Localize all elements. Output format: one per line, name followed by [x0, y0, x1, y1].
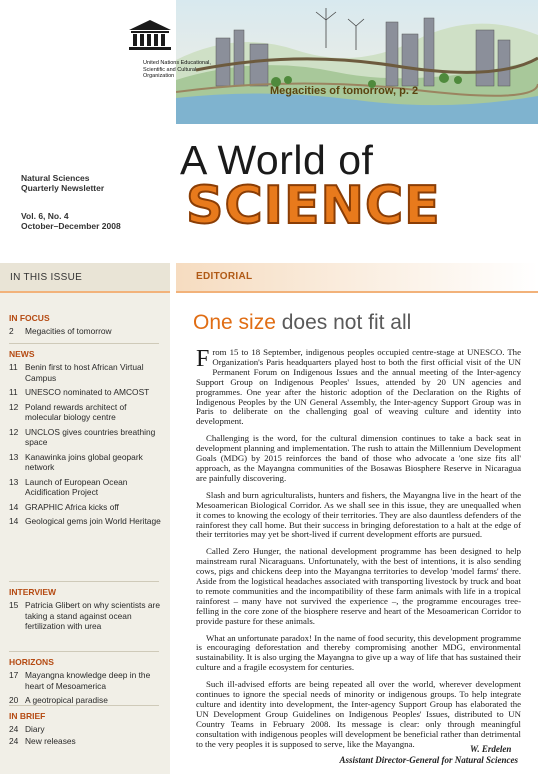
cover-caption[interactable]: Megacities of tomorrow, p. 2	[270, 85, 419, 97]
editorial-heading: EDITORIAL	[196, 271, 253, 282]
toc-page: 11	[9, 387, 18, 397]
toc-page: 12	[9, 426, 19, 437]
toc-horizons	[9, 657, 164, 710]
toc-section-heading: IN BRIEF	[9, 711, 46, 721]
toc-divider	[9, 651, 159, 652]
toc-page: 2	[9, 326, 14, 336]
unesco-logo	[125, 18, 175, 52]
toc-item[interactable]	[9, 326, 164, 337]
editorial-paragraph: Called Zero Hunger, the national development programme has been designed to help mainstream rural Nicaraguans. Unfortunately, with the best of intentions, it is also sending cows, pigs and chickens deep into the Mayangna territories to develop 'model farms' there. Aside from the logistical headaches associated with transporting livestock by truck and boat to remote communities and the incompatibility of these farm animals with life in a tropical rainforest – many have not survived the experience –, the programme encourages tree-felling in the core zone of the biosphere reserve and heart of the Mesoamerican Corridor to provide pasture for these animals.	[196, 546, 521, 626]
editorial-paragraph: Challenging is the word, for the cultural dimension continues to take a back seat in development planning and implementation. The rush to attain the Millennium Development Goals (MDG) by 2015 reinforces the band of those who advocate a 'one size fits all' approach, as the Mayangna communities of the Bosawas Biosphere Reserve in Nicaragua are painfully discovering.	[196, 433, 521, 483]
headline-emphasis: One size	[193, 311, 276, 334]
toc-page: 15	[9, 600, 19, 610]
toc-item[interactable]	[9, 387, 164, 398]
toc-title: Poland rewards architect of molecular biology centre	[25, 401, 127, 422]
drop-cap: F	[196, 346, 210, 372]
signature-role: Assistant Director-General for Natural Sciences	[339, 755, 518, 765]
toc-title: UNCLOS gives countries breathing space	[25, 426, 156, 447]
unesco-org-name: United Nations Educational, Scientific and Cultural Organization	[143, 60, 211, 79]
toc-item[interactable]	[9, 502, 164, 513]
toc-item[interactable]	[9, 477, 164, 498]
toc-section-heading: HORIZONS	[9, 657, 54, 667]
toc-item[interactable]	[9, 516, 164, 527]
signature-name: W. Erdelen	[470, 744, 512, 754]
toc-page: 13	[9, 451, 19, 462]
editorial-paragraph: Such ill-advised efforts are being repeated all over the world, wherever development continues to ignore the special needs of minority or indigenous groups. To help integrate culture and identity into development, the Inter-agency Support Group has elaborated the UN Development Group Guidelines on Indigenous Peoples' Issues, distributed to UN Country Teams in February 2008. Its message is clear: only through meaningful consultation with indigenous peoples will development be beneficial rather than detrimental to the very peoples it is supposed to serve, like the Mayangna.	[196, 679, 521, 749]
toc-title: Benin first to host African Virtual Campus	[25, 362, 144, 383]
toc-divider	[9, 343, 159, 344]
toc-page: 24	[9, 735, 19, 746]
editorial-headline	[193, 311, 411, 335]
editorial-body	[196, 348, 521, 757]
toc-in-brief	[9, 711, 164, 750]
toc-item[interactable]	[9, 600, 164, 632]
in-this-issue-heading: IN THIS ISSUE	[10, 272, 83, 283]
editorial-paragraph: From 15 to 18 September, indigenous peoples occupied centre-stage at UNESCO. The Organization's Paris headquarters played host to both the first official visit of the UN Permanent Forum on Indigenous Issues and the annual meeting of the Inter-agency Support Group on Indigenous Peoples' Issues, attended by 20 UN agencies and programmes. One year after the historic adoption of the Declaration on the Rights of Indigenous Peoples by the UN General Assembly, the Inter-agency Support Group was in Paris to deliberate on the challenging goal of weaving culture and identity into development.	[196, 346, 521, 427]
toc-page: 14	[9, 516, 19, 526]
toc-section-heading: IN FOCUS	[9, 313, 50, 323]
toc-item[interactable]	[9, 695, 164, 706]
headline-rest: does not fit all	[281, 311, 412, 334]
toc-item[interactable]	[9, 402, 164, 423]
toc-news	[9, 349, 164, 531]
toc-title: Launch of European Ocean Acidification Project	[25, 476, 128, 497]
editorial-paragraph: Slash and burn agriculturalists, hunters and fishers, the Mayangna live in the heart of the Mesoamerican Biological Corridor. As we shall see in this issue, they are unequalled when it comes to knowing the ecology of their territories. They are also dauntless defenders of the rainforest they call home. But their success in bringing deforestation to a halt at the edge of their territories may yet be short-lived if current development efforts are pursued.	[196, 489, 521, 540]
toc-divider	[9, 581, 159, 582]
toc-title: New releases	[25, 735, 76, 746]
toc-item[interactable]	[9, 736, 164, 747]
toc-title: Mayangna knowledge deep in the heart of Mesoamerica	[25, 670, 151, 691]
toc-item[interactable]	[9, 427, 164, 448]
newsletter-line2: Quarterly Newsletter	[21, 183, 105, 193]
editorial-paragraph: What an unfortunate paradox! In the name of food security, this development programme is encouraging deforestation and thereby compromising another MDG, environmental sustainability. It is also urging the Mayangna to give up a way of life that has sustained their culture and a fragile ecosystem for centuries.	[196, 632, 521, 673]
toc-title: Megacities of tomorrow	[25, 326, 112, 336]
masthead-title-top: A World of	[180, 137, 374, 183]
toc-page: 20	[9, 695, 19, 705]
toc-page: 12	[9, 401, 19, 412]
megacities-illustration	[176, 0, 538, 124]
toc-item[interactable]	[9, 670, 164, 691]
toc-page: 14	[9, 501, 19, 512]
toc-item[interactable]	[9, 724, 164, 735]
newsletter-label	[21, 173, 104, 193]
toc-in-focus	[9, 313, 164, 341]
issue-info	[21, 211, 121, 231]
toc-divider	[9, 705, 159, 706]
toc-item[interactable]	[9, 362, 164, 383]
toc-title: Geological gems join World Heritage	[25, 516, 161, 526]
toc-page: 13	[9, 476, 19, 487]
newsletter-line1: Natural Sciences	[21, 173, 90, 183]
toc-title: UNESCO nominated to AMCOST	[25, 387, 150, 397]
toc-interview	[9, 587, 164, 636]
toc-page: 17	[9, 670, 19, 680]
issue-volume: Vol. 6, No. 4	[21, 211, 69, 221]
toc-title: Kanawinka joins global geopark network	[25, 451, 143, 472]
toc-page: 24	[9, 724, 19, 734]
toc-title: Diary	[25, 724, 45, 734]
issue-date: October–December 2008	[21, 221, 121, 231]
toc-item[interactable]	[9, 452, 164, 473]
table-of-contents	[0, 293, 170, 774]
masthead-title-main: SCIENCE	[186, 176, 441, 236]
toc-section-heading: INTERVIEW	[9, 587, 57, 597]
toc-section-heading: NEWS	[9, 349, 35, 359]
toc-title: A geotropical paradise	[25, 695, 108, 705]
toc-title: GRAPHIC Africa kicks off	[25, 501, 119, 512]
toc-page: 11	[9, 362, 18, 372]
toc-title: Patricia Glibert on why scientists are taking a stand against ocean fertilization with urea	[25, 600, 160, 631]
